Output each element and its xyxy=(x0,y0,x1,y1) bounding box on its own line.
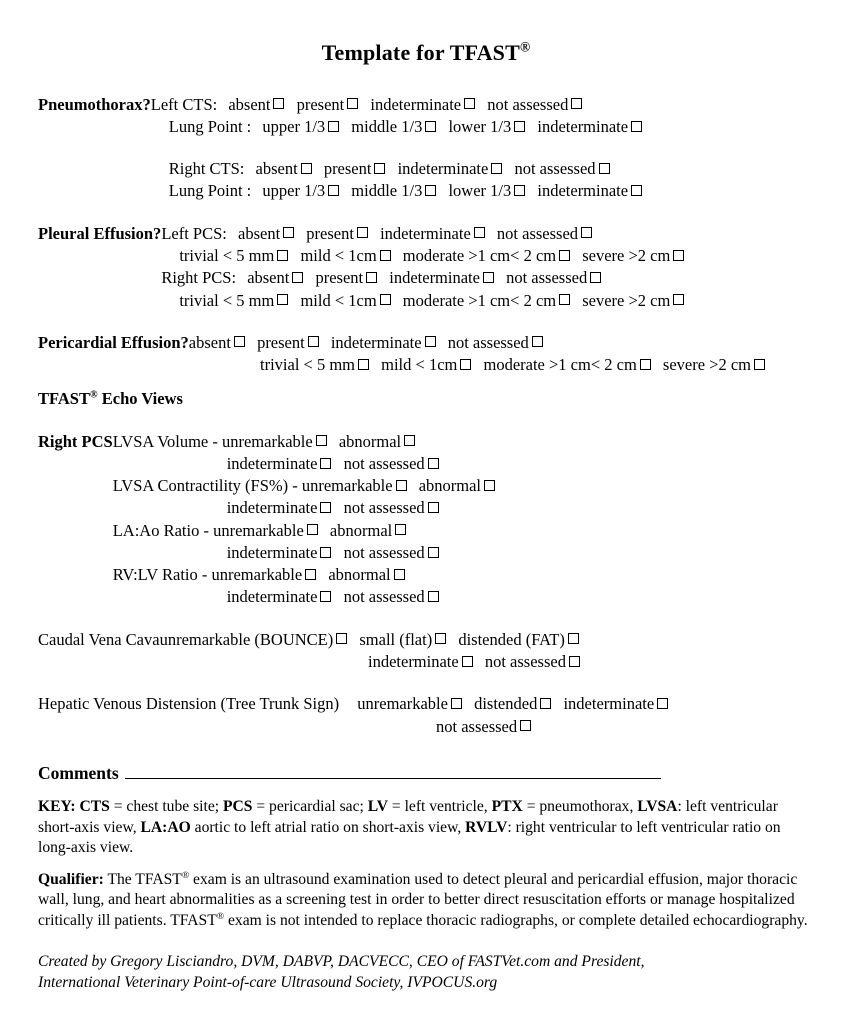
option-label: mild < 1cm xyxy=(381,355,458,375)
section-caudal-vena-cava xyxy=(38,629,814,651)
checkbox[interactable] xyxy=(673,294,684,305)
option-label: distended xyxy=(474,694,538,714)
option-label: middle 1/3 xyxy=(351,181,423,201)
option-label: indeterminate xyxy=(368,652,459,671)
section-heading-echo-views xyxy=(38,388,814,410)
option-label: moderate >1 cm< 2 cm xyxy=(402,246,557,266)
row-la-ao-ratio-secondary xyxy=(113,542,814,564)
option-label: not assessed xyxy=(447,332,529,352)
row-right-pcs xyxy=(161,267,814,289)
checkbox[interactable] xyxy=(559,250,570,261)
measure-label: LVSA Volume - unremarkable xyxy=(112,431,313,451)
checkbox[interactable] xyxy=(273,98,284,109)
key-definition: : left ventricular short-axis view, xyxy=(38,798,778,836)
checkbox[interactable] xyxy=(581,227,592,238)
checkbox[interactable] xyxy=(754,359,765,370)
checkbox[interactable] xyxy=(428,502,439,513)
option-label: unremarkable xyxy=(357,694,448,714)
checkbox[interactable] xyxy=(540,698,551,709)
row-right-pleural-grade xyxy=(161,290,814,312)
option-label: indeterminate xyxy=(537,181,629,201)
checkbox[interactable] xyxy=(277,250,288,261)
checkbox[interactable] xyxy=(640,359,651,370)
option-label: indeterminate xyxy=(226,498,318,518)
qualifier-label: Qualifier: xyxy=(38,871,104,889)
checkbox[interactable] xyxy=(307,524,318,535)
qualifier-paragraph xyxy=(38,870,814,931)
checkbox[interactable] xyxy=(631,185,642,196)
comments-input-line[interactable] xyxy=(125,765,661,779)
checkbox[interactable] xyxy=(336,633,347,644)
measure-label: LVSA Contractility (FS%) - unremarkable xyxy=(112,476,393,496)
option-label: not assessed xyxy=(487,94,569,114)
option-label: lower 1/3 xyxy=(448,181,512,201)
checkbox[interactable] xyxy=(462,656,473,667)
section-right-pcs xyxy=(38,431,814,609)
credit-line-2: International Veterinary Point-of-care Ultrasound Society, IVPOCUS.org xyxy=(38,974,498,992)
registered-mark-icon: ® xyxy=(519,39,531,55)
key-definition: : right ventricular to left ventricular ratio on long-axis view. xyxy=(38,818,781,856)
checkbox[interactable] xyxy=(532,336,543,347)
row-lead: Right PCS: xyxy=(161,268,237,288)
checkbox[interactable] xyxy=(301,163,312,174)
checkbox[interactable] xyxy=(484,480,495,491)
key-term: LA:AO xyxy=(140,818,191,836)
checkbox[interactable] xyxy=(520,720,531,731)
key-term: LVSA xyxy=(637,798,678,816)
option-label: lower 1/3 xyxy=(448,116,512,136)
checkbox[interactable] xyxy=(292,272,303,283)
row-cvc-status xyxy=(160,629,814,651)
pneumothorax-options xyxy=(151,94,814,203)
option-label: present xyxy=(315,268,364,288)
checkbox[interactable] xyxy=(320,547,331,558)
checkbox[interactable] xyxy=(435,633,446,644)
option-label: trivial < 5 mm xyxy=(260,355,356,375)
section-label-hepatic-venous: Hepatic Venous Distension (Tree Trunk Sign) xyxy=(38,694,340,714)
row-pericardial-status xyxy=(189,332,814,354)
measure-label: LA:Ao Ratio - unremarkable xyxy=(112,520,304,540)
checkbox[interactable] xyxy=(483,272,494,283)
checkbox[interactable] xyxy=(320,458,331,469)
checkbox[interactable] xyxy=(569,656,580,667)
registered-mark-icon: ® xyxy=(89,389,98,401)
option-label: trivial < 5 mm xyxy=(179,290,275,310)
row-left-cts xyxy=(151,94,814,116)
checkbox[interactable] xyxy=(451,698,462,709)
row-lead: Lung Point : xyxy=(168,116,252,136)
qualifier-text-1: The TFAST xyxy=(103,871,182,889)
row-lvsa-contractility xyxy=(113,475,814,497)
checkbox[interactable] xyxy=(514,185,525,196)
row-right-cts xyxy=(151,158,814,180)
row-lead: Lung Point : xyxy=(168,181,252,201)
checkbox[interactable] xyxy=(428,591,439,602)
option-label: not assessed xyxy=(343,542,425,562)
checkbox[interactable] xyxy=(491,163,502,174)
option-label: present xyxy=(306,223,354,243)
option-label: abnormal xyxy=(329,520,393,540)
row-lead: Left CTS: xyxy=(150,94,218,114)
option-label: absent xyxy=(188,332,231,352)
echo-views-heading-text: TFAST xyxy=(38,389,90,409)
key-definition: aortic to left atrial ratio on short-axis view, xyxy=(190,818,466,836)
checkbox[interactable] xyxy=(234,336,245,347)
checkbox[interactable] xyxy=(357,227,368,238)
option-label: not assessed xyxy=(343,498,425,518)
key-paragraph xyxy=(38,797,814,858)
checkbox[interactable] xyxy=(320,591,331,602)
option-label: trivial < 5 mm xyxy=(179,246,275,266)
option-label: present xyxy=(257,332,305,352)
key-term: LV xyxy=(367,798,388,816)
option-label: not assessed xyxy=(484,652,566,671)
right-pcs-measures xyxy=(113,431,814,609)
row-rv-lv-ratio xyxy=(113,564,814,586)
option-label: present xyxy=(296,94,345,114)
checkbox[interactable] xyxy=(559,294,570,305)
option-label: moderate >1 cm< 2 cm xyxy=(483,355,637,375)
qualifier-text-3: exam is not intended to replace thoracic radiographs, or complete detailed echocardiography. xyxy=(224,911,808,929)
option-label: not assessed xyxy=(506,268,588,288)
option-label: present xyxy=(323,159,372,179)
option-label: absent xyxy=(255,159,298,179)
option-label: not assessed xyxy=(343,453,425,473)
checkbox[interactable] xyxy=(571,98,582,109)
option-label: middle 1/3 xyxy=(351,116,423,136)
checkbox[interactable] xyxy=(328,121,339,132)
option-label: indeterminate xyxy=(563,694,655,714)
row-left-pleural-grade xyxy=(161,245,814,267)
checkbox[interactable] xyxy=(366,272,377,283)
option-label: mild < 1cm xyxy=(300,246,377,266)
checkbox[interactable] xyxy=(395,524,406,535)
checkbox[interactable] xyxy=(347,98,358,109)
option-label: indeterminate xyxy=(537,116,629,136)
checkbox[interactable] xyxy=(631,121,642,132)
checkbox[interactable] xyxy=(404,435,415,446)
option-label: distended (FAT) xyxy=(458,629,565,649)
section-pneumothorax xyxy=(38,94,814,203)
option-label: indeterminate xyxy=(330,332,422,352)
key-definition: = pneumothorax, xyxy=(522,798,638,816)
checkbox[interactable] xyxy=(590,272,601,283)
option-label: indeterminate xyxy=(380,223,471,243)
checkbox[interactable] xyxy=(305,569,316,580)
key-term: CTS xyxy=(79,798,110,816)
section-label-pleural-effusion: Pleural Effusion? xyxy=(38,223,162,243)
option-label: abnormal xyxy=(418,476,482,496)
pleural-effusion-options xyxy=(161,223,814,312)
row-right-lung-point xyxy=(151,180,814,202)
option-label: upper 1/3 xyxy=(262,181,326,201)
option-label: indeterminate xyxy=(226,542,318,562)
section-label-right-pcs: Right PCS xyxy=(38,431,113,451)
checkbox[interactable] xyxy=(374,163,385,174)
option-label: upper 1/3 xyxy=(262,116,326,136)
row-lead: Left PCS: xyxy=(161,223,227,243)
checkbox[interactable] xyxy=(425,336,436,347)
pericardial-effusion-options xyxy=(189,332,814,354)
key-definition: = left ventricle, xyxy=(387,798,492,816)
checkbox[interactable] xyxy=(425,185,436,196)
checkbox[interactable] xyxy=(316,435,327,446)
checkbox[interactable] xyxy=(283,227,294,238)
row-lvsa-volume-secondary xyxy=(113,453,814,475)
row-hepatic-venous xyxy=(38,693,814,715)
row-cvc-secondary xyxy=(38,651,814,673)
checkbox[interactable] xyxy=(396,480,407,491)
checkbox[interactable] xyxy=(394,569,405,580)
checkbox[interactable] xyxy=(568,633,579,644)
option-label: severe >2 cm xyxy=(582,246,671,266)
option-label: indeterminate xyxy=(397,159,489,179)
option-label: not assessed xyxy=(436,716,518,736)
option-label: mild < 1cm xyxy=(300,290,377,310)
checkbox[interactable] xyxy=(328,185,339,196)
key-definition: = pericardial sac; xyxy=(252,798,368,816)
checkbox[interactable] xyxy=(380,294,391,305)
registered-mark-icon: ® xyxy=(181,870,190,882)
option-label: abnormal xyxy=(338,431,402,451)
checkbox[interactable] xyxy=(514,121,525,132)
key-term: RVLV xyxy=(465,818,508,836)
section-pleural-effusion xyxy=(38,223,814,312)
option-label: not assessed xyxy=(343,587,425,607)
page-title-text: Template for TFAST xyxy=(321,40,520,65)
option-label: unremarkable (BOUNCE) xyxy=(159,629,334,649)
option-label: indeterminate xyxy=(370,94,462,114)
echo-views-heading-rest: Echo Views xyxy=(97,389,183,409)
checkbox[interactable] xyxy=(673,250,684,261)
checkbox[interactable] xyxy=(428,458,439,469)
section-label-pneumothorax: Pneumothorax? xyxy=(38,94,151,114)
comments-label: Comments xyxy=(38,762,119,783)
section-label-caudal-vena-cava: Caudal Vena Cava xyxy=(38,629,160,649)
option-label: indeterminate xyxy=(389,268,480,288)
option-label: absent xyxy=(247,268,290,288)
qualifier-text-2: exam is an ultrasound examination used to detect pleural and pericardial effusion, major thoracic wall, lung, and heart abnormalities as a screening test in order to better direct resuscitation efforts or manage hospitalized critically ill patients. TFAST xyxy=(38,871,798,929)
checkbox[interactable] xyxy=(358,359,369,370)
option-label: moderate >1 cm< 2 cm xyxy=(402,290,557,310)
checkbox[interactable] xyxy=(277,294,288,305)
section-pericardial-effusion xyxy=(38,332,814,354)
credit-line-1: Created by Gregory Lisciandro, DVM, DABVP, DACVECC, CEO of FASTVet.com and President, xyxy=(38,953,645,971)
key-definition: = chest tube site; xyxy=(109,798,223,816)
checkbox[interactable] xyxy=(599,163,610,174)
row-la-ao-ratio xyxy=(113,520,814,542)
section-label-pericardial-effusion: Pericardial Effusion? xyxy=(38,332,189,352)
checkbox[interactable] xyxy=(428,547,439,558)
comments-section xyxy=(38,762,814,786)
option-label: not assessed xyxy=(514,159,596,179)
row-rv-lv-ratio-secondary xyxy=(113,586,814,608)
option-label: absent xyxy=(238,223,281,243)
caudal-vena-cava-options xyxy=(160,629,814,651)
checkbox[interactable] xyxy=(425,121,436,132)
option-label: severe >2 cm xyxy=(582,290,671,310)
option-label: indeterminate xyxy=(226,587,318,607)
page-title xyxy=(38,38,814,68)
option-label: small (flat) xyxy=(359,629,433,649)
checkbox[interactable] xyxy=(657,698,668,709)
checkbox[interactable] xyxy=(380,250,391,261)
key-term: PCS xyxy=(222,798,253,816)
row-lvsa-volume xyxy=(113,431,814,453)
checkbox[interactable] xyxy=(464,98,475,109)
row-pericardial-grade xyxy=(38,354,814,376)
checkbox[interactable] xyxy=(308,336,319,347)
row-lvsa-contractility-secondary xyxy=(113,497,814,519)
row-hepatic-venous-secondary xyxy=(38,716,814,738)
option-label: abnormal xyxy=(328,565,391,585)
row-left-lung-point xyxy=(151,116,814,138)
checkbox[interactable] xyxy=(460,359,471,370)
option-label: not assessed xyxy=(496,223,579,243)
row-lead: Right CTS: xyxy=(168,159,245,179)
option-label: severe >2 cm xyxy=(662,355,752,375)
option-label: absent xyxy=(228,94,271,114)
option-label: indeterminate xyxy=(226,453,318,473)
row-left-pcs xyxy=(161,223,814,245)
checkbox[interactable] xyxy=(320,502,331,513)
registered-mark-icon: ® xyxy=(216,910,225,922)
key-term: PTX xyxy=(491,798,523,816)
key-label: KEY: xyxy=(38,798,76,816)
measure-label: RV:LV Ratio - unremarkable xyxy=(112,565,303,585)
checkbox[interactable] xyxy=(474,227,485,238)
